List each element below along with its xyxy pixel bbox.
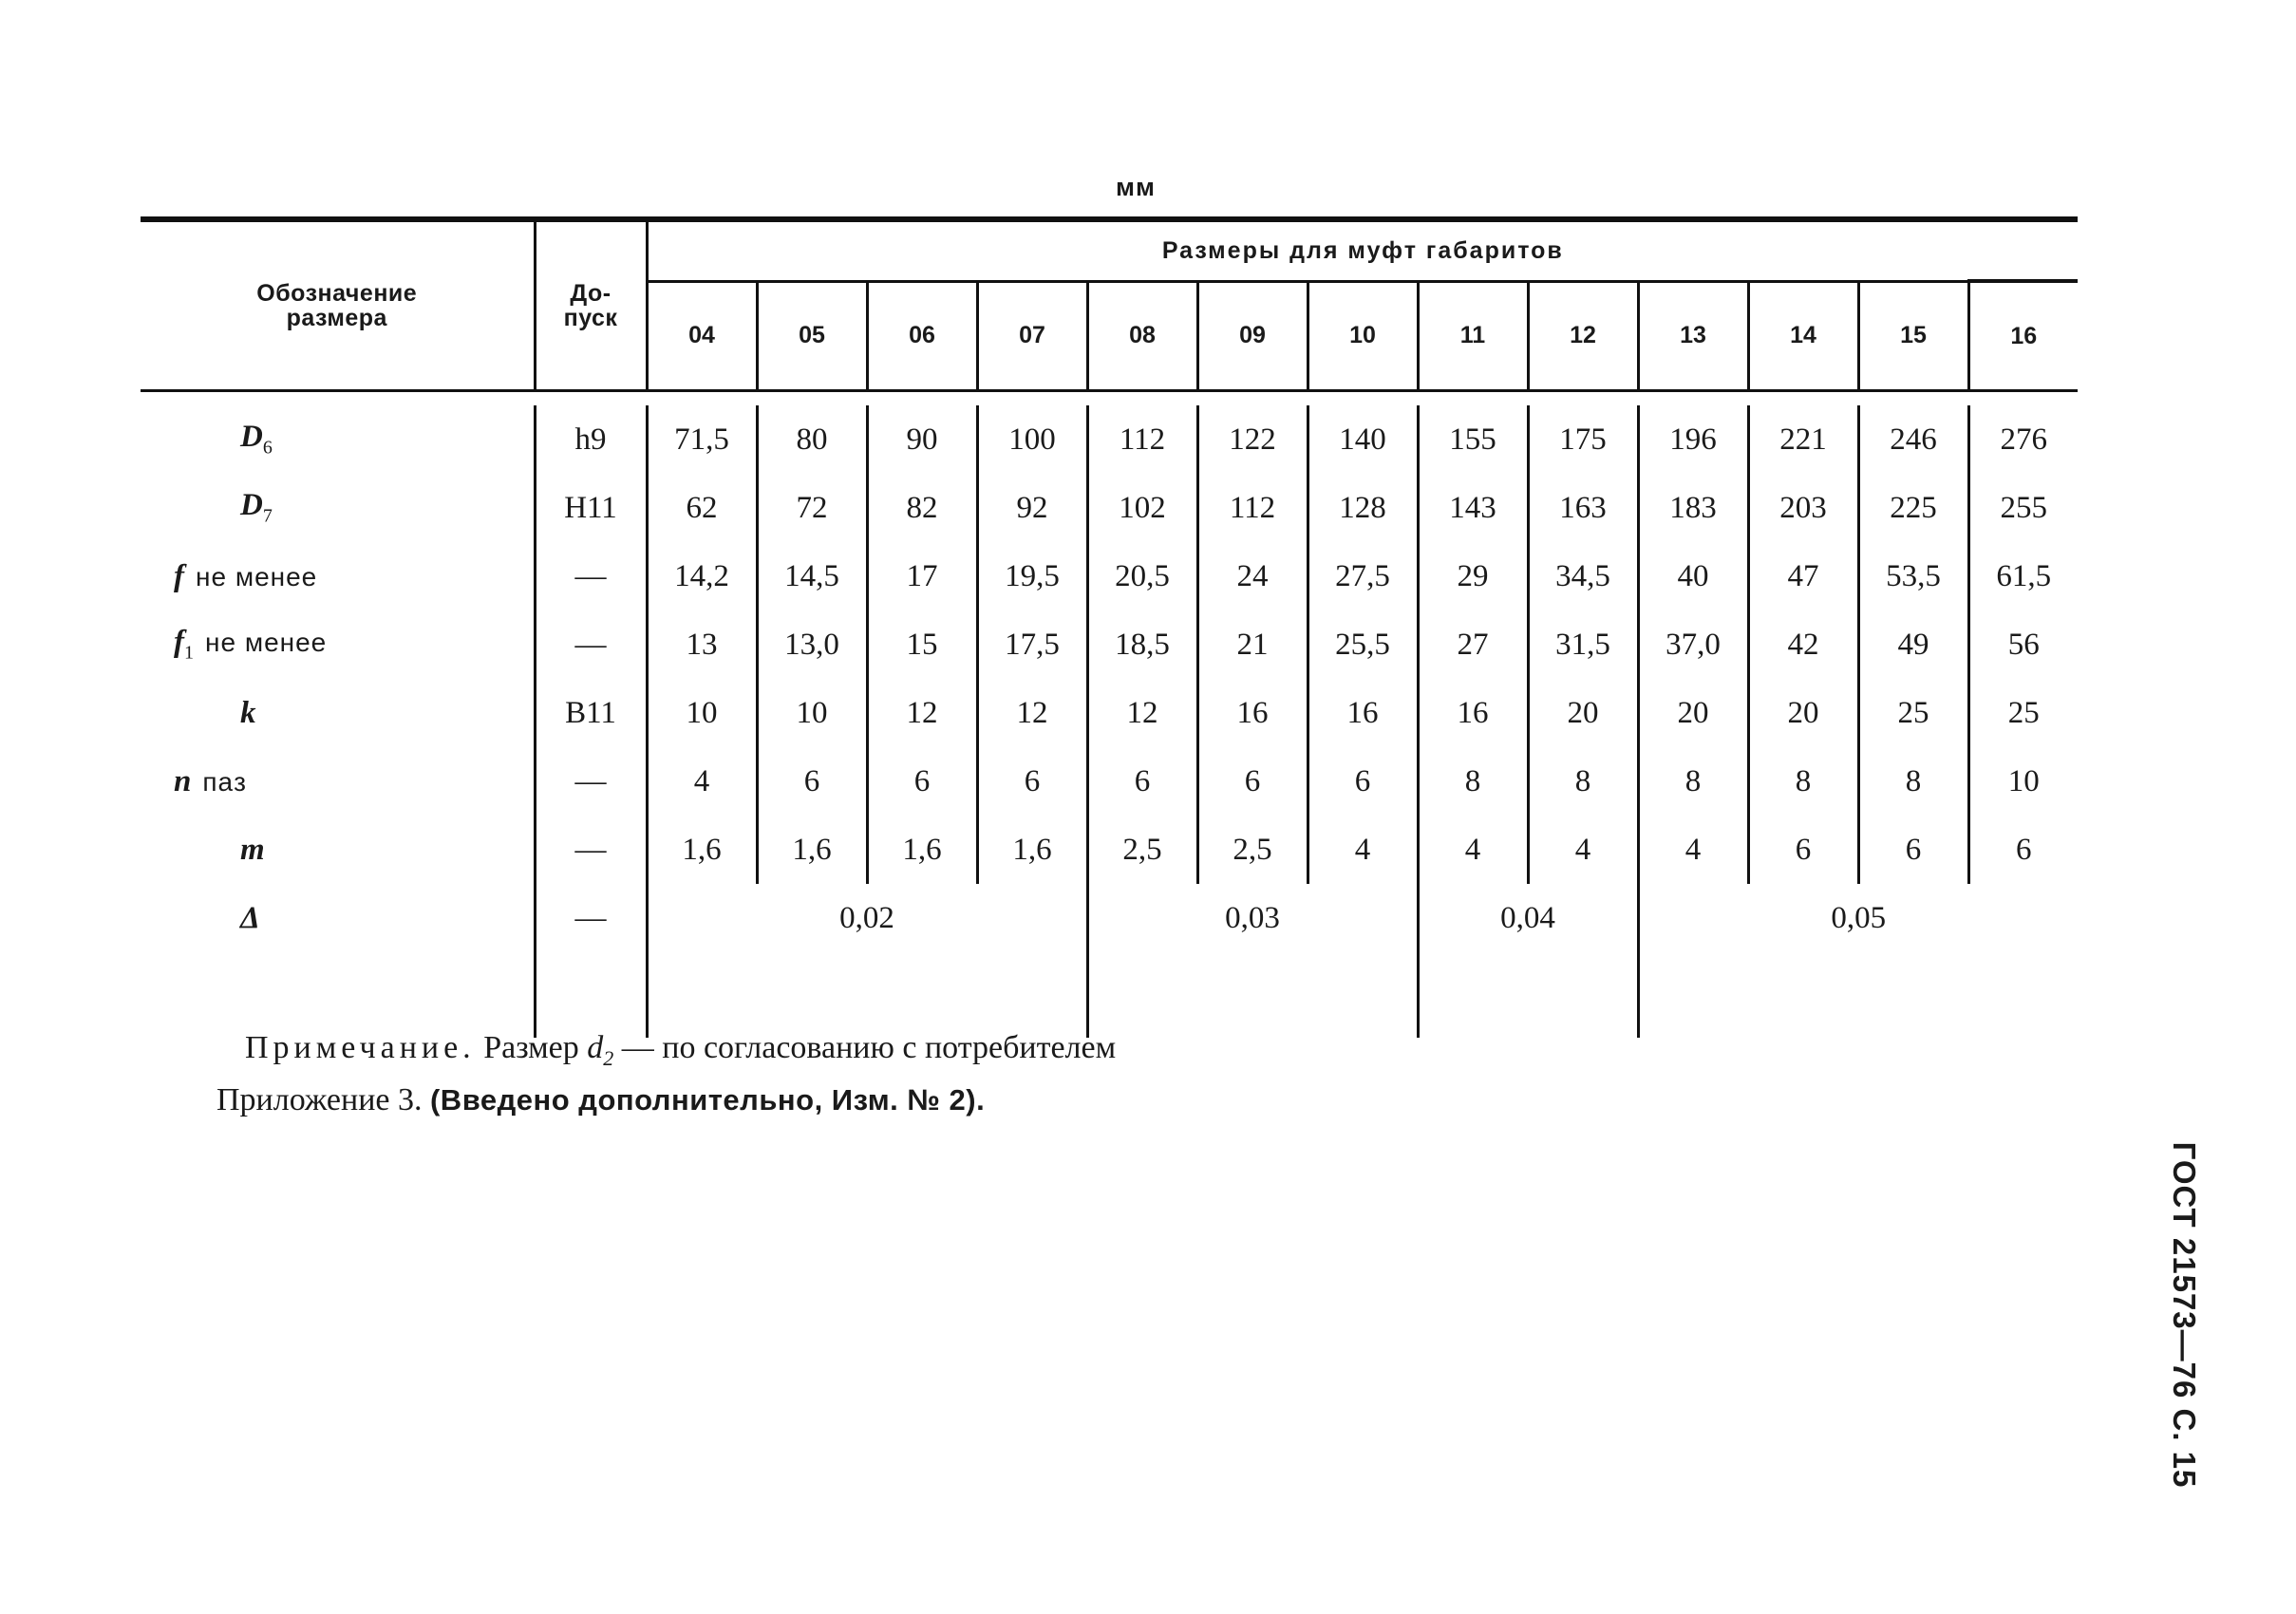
size-header-cell: 08 [1087, 281, 1197, 391]
row-designation [141, 610, 535, 679]
row-symbol: $D_7$ [240, 488, 273, 527]
delta-symbol: Δ [240, 900, 260, 935]
row-designation [141, 474, 535, 542]
size-header-cell: 12 [1528, 281, 1638, 391]
size-group-header: Размеры для муфт габаритов [647, 219, 2078, 281]
table-cell: 17 [867, 542, 977, 610]
table-row [141, 816, 2078, 884]
col-name-header: Обозначение размера [141, 219, 535, 391]
row-suffix: пaз [202, 766, 247, 797]
row-tolerance: H11 [535, 474, 647, 542]
table-cell: 25 [1858, 679, 1968, 747]
table-cell: 143 [1418, 474, 1528, 542]
table-cell: 15 [867, 610, 977, 679]
table-note [245, 1030, 1116, 1071]
table-cell: 112 [1087, 405, 1197, 474]
table-cell: 34,5 [1528, 542, 1638, 610]
appendix-note [216, 1082, 985, 1118]
table-cell: 24 [1197, 542, 1308, 610]
row-suffix: не менее [205, 628, 328, 658]
table-cell: 6 [757, 747, 867, 816]
size-header-cell: 16 [1968, 281, 2078, 391]
table-cell: 10 [757, 679, 867, 747]
table-row [141, 679, 2078, 747]
table-cell: 49 [1858, 610, 1968, 679]
table-cell: 8 [1858, 747, 1968, 816]
size-header-cell: 07 [977, 281, 1087, 391]
delta-group-value: 0,02 [647, 884, 1087, 952]
row-designation [141, 884, 535, 952]
table-cell: 6 [1197, 747, 1308, 816]
row-tolerance: — [535, 747, 647, 816]
table-cell: 4 [1418, 816, 1528, 884]
table-cell: 27,5 [1308, 542, 1418, 610]
row-symbol: $D_6$ [240, 420, 273, 459]
table-cell: 8 [1748, 747, 1858, 816]
table-cell: 6 [1748, 816, 1858, 884]
table-cell: 4 [647, 747, 757, 816]
table-cell: 53,5 [1858, 542, 1968, 610]
table-row [141, 610, 2078, 679]
table-row-delta [141, 884, 2078, 952]
table-cell: 31,5 [1528, 610, 1638, 679]
table-cell: 42 [1748, 610, 1858, 679]
size-header-cell: 11 [1418, 281, 1528, 391]
table-cell: 61,5 [1968, 542, 2078, 610]
table-cell: 20 [1748, 679, 1858, 747]
table-cell: 25,5 [1308, 610, 1418, 679]
table-cell: 4 [1638, 816, 1748, 884]
size-header-cell: 04 [647, 281, 757, 391]
table-cell: 246 [1858, 405, 1968, 474]
table-cell: 112 [1197, 474, 1308, 542]
row-tolerance: — [535, 816, 647, 884]
table-cell: 20 [1638, 679, 1748, 747]
table-cell: 225 [1858, 474, 1968, 542]
row-designation [141, 816, 535, 884]
table-cell: 196 [1638, 405, 1748, 474]
table-cell: 183 [1638, 474, 1748, 542]
table-cell: 17,5 [977, 610, 1087, 679]
row-tolerance: — [535, 542, 647, 610]
table-cell: 13,0 [757, 610, 867, 679]
row-tolerance: h9 [535, 405, 647, 474]
table-cell: 8 [1528, 747, 1638, 816]
table-cell: 6 [1858, 816, 1968, 884]
table-cell: 16 [1197, 679, 1308, 747]
table-cell: 1,6 [647, 816, 757, 884]
side-page-label [2155, 1135, 2212, 1495]
table-cell: 27 [1418, 610, 1528, 679]
table-cell: 140 [1308, 405, 1418, 474]
table-cell: 102 [1087, 474, 1197, 542]
table-row [141, 542, 2078, 610]
table-cell: 19,5 [977, 542, 1087, 610]
table-row [141, 474, 2078, 542]
table-cell: 12 [1087, 679, 1197, 747]
size-header-cell: 14 [1748, 281, 1858, 391]
table-cell: 2,5 [1197, 816, 1308, 884]
table-cell: 14,2 [647, 542, 757, 610]
table-cell: 37,0 [1638, 610, 1748, 679]
table-cell: 16 [1418, 679, 1528, 747]
table-cell: 1,6 [977, 816, 1087, 884]
table-cell: 71,5 [647, 405, 757, 474]
dimensions-table [141, 216, 2078, 1038]
row-designation [141, 747, 535, 816]
row-symbol: f [174, 558, 184, 593]
note-lead: Примечание. [245, 1030, 476, 1065]
table-cell: 100 [977, 405, 1087, 474]
table-body [141, 391, 2078, 1039]
table-cell: 13 [647, 610, 757, 679]
table-cell: 18,5 [1087, 610, 1197, 679]
table-cell: 72 [757, 474, 867, 542]
row-tolerance: B11 [535, 679, 647, 747]
table-cell: 4 [1528, 816, 1638, 884]
table-cell: 47 [1748, 542, 1858, 610]
size-header-cell: 06 [867, 281, 977, 391]
table-cell: 175 [1528, 405, 1638, 474]
delta-group-value: 0,04 [1418, 884, 1638, 952]
table-cell: 40 [1638, 542, 1748, 610]
note-symbol: $d_2$ [587, 1030, 614, 1070]
table-cell: 276 [1968, 405, 2078, 474]
appendix-bold: (Введено дополнительно, Изм. № 2). [429, 1083, 986, 1117]
table-cell: 21 [1197, 610, 1308, 679]
table-cell: 92 [977, 474, 1087, 542]
row-designation [141, 542, 535, 610]
table-cell: 6 [977, 747, 1087, 816]
size-header-cell: 13 [1638, 281, 1748, 391]
row-suffix: не менее [196, 561, 318, 591]
table-cell: 255 [1968, 474, 2078, 542]
note-text-after: — по согласованию с потребителем [621, 1030, 1117, 1065]
size-header-cell: 09 [1197, 281, 1308, 391]
row-symbol: $f_1$ [174, 625, 194, 664]
col-tolerance-header: До-пуск [535, 219, 647, 391]
table-cell: 1,6 [867, 816, 977, 884]
table-cell: 10 [647, 679, 757, 747]
table-cell: 203 [1748, 474, 1858, 542]
table-cell: 25 [1968, 679, 2078, 747]
table-cell: 221 [1748, 405, 1858, 474]
table-cell: 6 [1968, 816, 2078, 884]
size-header-cell: 05 [757, 281, 867, 391]
row-tolerance: — [535, 610, 647, 679]
table-cell: 80 [757, 405, 867, 474]
table-cell: 56 [1968, 610, 2078, 679]
table-cell: 8 [1418, 747, 1528, 816]
table-cell: 2,5 [1087, 816, 1197, 884]
table-cell: 122 [1197, 405, 1308, 474]
table-cell: 20,5 [1087, 542, 1197, 610]
row-symbol: n [174, 763, 192, 798]
standard-page-number: ГОСТ 21573—76 С. 15 [2167, 1141, 2202, 1489]
table-cell: 29 [1418, 542, 1528, 610]
table-row [141, 405, 2078, 474]
row-symbol: m [240, 832, 265, 867]
table-cell: 1,6 [757, 816, 867, 884]
row-symbol: k [240, 695, 256, 730]
table-cell: 90 [867, 405, 977, 474]
units-label: мм [1116, 173, 1156, 201]
size-header-cell: 10 [1308, 281, 1418, 391]
table-row [141, 747, 2078, 816]
table-cell: 163 [1528, 474, 1638, 542]
table-cell: 62 [647, 474, 757, 542]
table-cell: 6 [867, 747, 977, 816]
table-cell: 4 [1308, 816, 1418, 884]
table-cell: 82 [867, 474, 977, 542]
delta-group-value: 0,03 [1087, 884, 1418, 952]
table-cell: 6 [1308, 747, 1418, 816]
table-cell: 14,5 [757, 542, 867, 610]
table-cell: 12 [867, 679, 977, 747]
table-cell: 20 [1528, 679, 1638, 747]
row-tolerance: — [535, 884, 647, 952]
size-header-cell: 15 [1858, 281, 1968, 391]
delta-group-value: 0,05 [1638, 884, 2078, 952]
note-text-before: Размер [483, 1030, 579, 1065]
table-cell: 12 [977, 679, 1087, 747]
table-cell: 10 [1968, 747, 2078, 816]
table-cell: 6 [1087, 747, 1197, 816]
table-cell: 128 [1308, 474, 1418, 542]
table-cell: 155 [1418, 405, 1528, 474]
row-designation [141, 679, 535, 747]
table-cell: 8 [1638, 747, 1748, 816]
appendix-text: Приложение 3. [216, 1082, 423, 1117]
row-designation [141, 405, 535, 474]
table-cell: 16 [1308, 679, 1418, 747]
